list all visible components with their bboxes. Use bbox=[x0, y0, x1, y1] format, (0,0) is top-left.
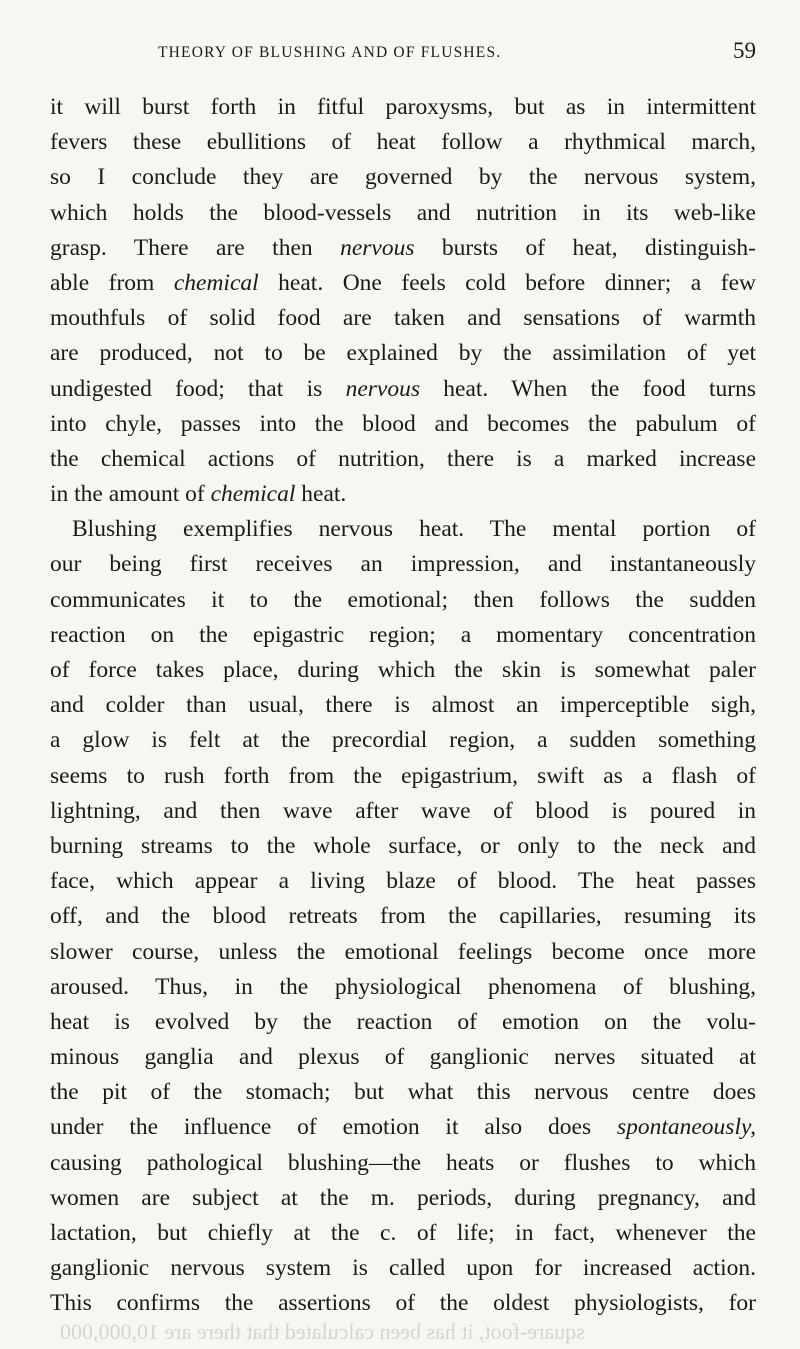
text-run: causing pathological blushing—the heats or flushes to which bbox=[50, 1149, 756, 1176]
text-line bbox=[50, 336, 756, 371]
page-number: 59 bbox=[733, 38, 756, 63]
text-run: under the influence of emotion it also does bbox=[50, 1114, 617, 1141]
text-line bbox=[50, 1075, 756, 1110]
text-line bbox=[50, 266, 756, 301]
bleed-through-text: square-foot, it has been calculated that there are 10,000,000 bbox=[60, 1319, 585, 1344]
text-line bbox=[50, 1286, 756, 1321]
text-line bbox=[50, 618, 756, 653]
text-line bbox=[50, 231, 756, 266]
text-line bbox=[50, 547, 756, 582]
text-line bbox=[50, 477, 756, 512]
text-run: burning streams to the whole surface, or only to the neck and bbox=[50, 832, 756, 859]
text-run: mouthfuls of solid food are taken and sensations of warmth bbox=[50, 305, 756, 332]
text-run: heat. One feels cold before dinner; a few bbox=[258, 269, 756, 296]
italic-word: spontaneously, bbox=[616, 1114, 756, 1141]
text-run: heat is evolved by the reaction of emotion on the volu- bbox=[50, 1008, 756, 1035]
text-run: able from bbox=[50, 269, 174, 296]
text-run: grasp. There are then bbox=[50, 234, 341, 261]
text-line bbox=[50, 688, 756, 723]
text-line bbox=[50, 372, 756, 407]
text-run: in the amount of bbox=[50, 481, 211, 508]
italic-word: chemical bbox=[210, 481, 296, 508]
text-line bbox=[50, 759, 756, 794]
text-run: slower course, unless the emotional feelings become once more bbox=[50, 938, 756, 965]
italic-word: nervous bbox=[345, 375, 420, 402]
text-run: Blushing exemplifies nervous heat. The mental portion of bbox=[72, 516, 756, 543]
text-line bbox=[50, 1216, 756, 1251]
text-line bbox=[50, 970, 756, 1005]
text-run: seems to rush forth from the epigastrium, swift as a flash of bbox=[50, 762, 756, 789]
text-line bbox=[50, 723, 756, 758]
text-run: heat. When the food turns bbox=[419, 375, 756, 402]
text-line bbox=[50, 442, 756, 477]
text-line bbox=[50, 196, 756, 231]
text-line bbox=[50, 794, 756, 829]
text-line bbox=[50, 90, 756, 125]
text-line bbox=[50, 1181, 756, 1216]
text-line bbox=[50, 1146, 756, 1181]
italic-word: chemical bbox=[173, 269, 259, 296]
italic-word: nervous bbox=[340, 234, 415, 261]
text-run: the chemical actions of nutrition, there is a marked increase bbox=[50, 445, 756, 472]
text-line bbox=[50, 1040, 756, 1075]
text-line bbox=[50, 583, 756, 618]
text-line bbox=[50, 653, 756, 688]
text-line bbox=[50, 1110, 756, 1145]
text-run: which holds the blood-vessels and nutrition in its web-like bbox=[50, 199, 756, 226]
text-run: undigested food; that is bbox=[50, 375, 346, 402]
text-run: fevers these ebullitions of heat follow a rhythmical march, bbox=[50, 129, 756, 156]
running-head bbox=[50, 34, 756, 74]
text-run: This confirms the assertions of the oldest physiologists, for bbox=[50, 1290, 756, 1317]
text-line bbox=[50, 829, 756, 864]
text-run: our being first receives an impression, and instantaneously bbox=[50, 551, 756, 578]
text-run: ganglionic nervous system is called upon for increased action. bbox=[50, 1255, 756, 1282]
text-line bbox=[50, 899, 756, 934]
text-run: of force takes place, during which the skin is somewhat paler bbox=[50, 657, 756, 683]
text-run: off, and the blood retreats from the capillaries, resuming its bbox=[50, 903, 756, 930]
text-line bbox=[50, 512, 756, 547]
text-run: and colder than usual, there is almost an imperceptible sigh, bbox=[50, 692, 756, 719]
text-line bbox=[50, 160, 756, 195]
body-text bbox=[50, 90, 756, 1322]
text-run: lightning, and then wave after wave of blood is poured in bbox=[50, 797, 756, 824]
text-line bbox=[50, 1005, 756, 1040]
text-run: into chyle, passes into the blood and becomes the pabulum of bbox=[50, 410, 756, 437]
text-run: minous ganglia and plexus of ganglionic nerves situated at bbox=[50, 1044, 756, 1071]
text-line bbox=[50, 864, 756, 899]
text-run: the pit of the stomach; but what this nervous centre does bbox=[50, 1079, 756, 1106]
text-line bbox=[50, 407, 756, 442]
text-line bbox=[50, 125, 756, 160]
text-run: heat. bbox=[295, 481, 347, 508]
text-run: reaction on the epigastric region; a momentary concentration bbox=[50, 621, 756, 648]
text-run: so I conclude they are governed by the nervous system, bbox=[50, 164, 756, 191]
text-run: lactation, but chiefly at the c. of life; in fact, whenever the bbox=[50, 1220, 756, 1246]
text-run: a glow is felt at the precordial region, a sudden something bbox=[50, 727, 756, 754]
text-run: women are subject at the m. periods, during pregnancy, and bbox=[50, 1184, 756, 1211]
text-run: bursts of heat, distinguish- bbox=[414, 234, 756, 261]
text-line bbox=[50, 935, 756, 970]
text-line bbox=[50, 1251, 756, 1286]
running-title: THEORY OF BLUSHING AND OF FLUSHES. bbox=[158, 44, 502, 61]
text-run: it will burst forth in fitful paroxysms, but as in intermittent bbox=[50, 94, 756, 120]
text-run: face, which appear a living blaze of blood. The heat passes bbox=[50, 868, 756, 895]
text-run: are produced, not to be explained by the assimilation of yet bbox=[50, 340, 756, 367]
text-run: communicates it to the emotional; then follows the sudden bbox=[50, 586, 756, 613]
text-run: aroused. Thus, in the physiological phenomena of blushing, bbox=[50, 973, 756, 1000]
text-line bbox=[50, 301, 756, 336]
